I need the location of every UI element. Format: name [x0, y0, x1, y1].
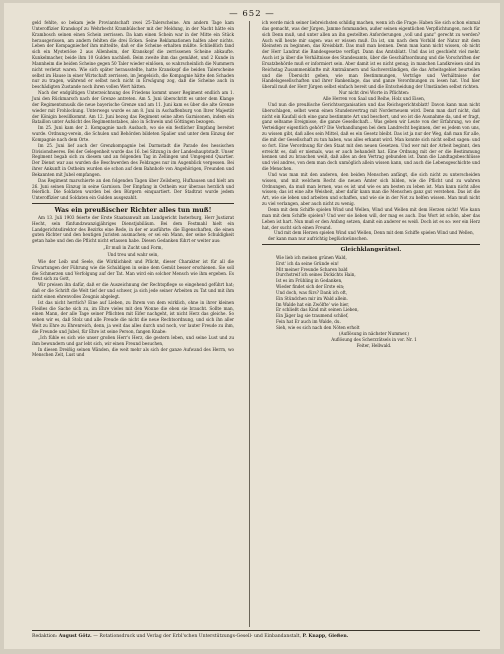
paragraph: Nach der endgültigen Unterzeichnung des Friedens kommt unser Regiment endlich am 1. Juni den Rückmarsch nach der Grenze antreten. Am 5. Juni überschritt es unter dem Klange der Regimentsmusik die neue bayerische Grenze und am 11. Juni kam es über die alte Grenze wieder mit Frohlockung. Unterwegs wurde es am 8. Juni in Aschaffenburg von Ihrer Majestät der Königin bewillkommt. Am 12. Juni bezog das Regiment seine alten Garnisonen, indem ein Bataillon unter Aufsicht des Regimentsstabes, also in Schwein und Göttingen bezogen. [32, 90, 234, 125]
imprint-place: P. Knapp, Gießen. [302, 634, 349, 639]
poem-line: Fein hat Er auch im Walde, du. [276, 319, 341, 325]
poem-line: Im Walde hat ein Zwölfte' wie hier, [276, 301, 350, 307]
divider [262, 244, 480, 245]
solution-answer: Feiter, Hellwald. [356, 342, 392, 348]
paragraph: In diesen Dreißig seinen Wänden, die weit mehr als sich der ganze Aufwand des Herrn, wo Menschen Zeit, Lust und [32, 346, 234, 358]
paragraph: ich werde mich seiner liebreichsten schildig machen, wenn ich die Frage: Haben Sie sich schon einmal das gemacht, was der Jürgen, Jamme fommanden, außer seinen eigentlichen Verpflichtungen, noch für sich Denn muß, und unter allen an ihn gestellten Anforderungen „voll und ganz“ gerecht zu werden? Auch will heute mir sagen: was er wissen muß. Da ist, um nach dem Vorbild der Natur mit dem Kleinsten zu beginnen, das Kreisblatt. Das muß man kennen. Denn man kann nicht wissen, ob nicht der Herr Landrat die Bandesgesetze verfügt. Dann das Amtsblatt. Und das ist geschieht viel mehr. Auch ist ja über die Verhältnisse des Standesamts, über die Geschäftsordnung und die Vorschriften der Ersatzbehörde muß er informiert sein. Aber damit ist es nicht genug; in manchen Landkreisen sind im Reichstag Zusammenkünfte mit Amtmännern und Sachverständigen, die das Arbeitsgebiet beurteilen und die Übersicht geben, wie man Bestimmungen, Verträge und Verhältnisse der Handelsgesellschaften und ihrer Bankenlage, das und ganze Verordnungen zu lesen hat. Und hier überall muß der Herr Jürgen selbst einfach bereit und die Entscheidung der Umständen selbst richten. [262, 20, 480, 90]
poem-line: Ist es im Frühling in Gedanken, [276, 278, 343, 284]
poem-line: Und doch, was fürs? Dank ich oft, [276, 289, 348, 295]
paragraph: Wie der Leib und Seele, die Wirklichkeit und Pflicht, dieser Charakter ist für all die Erwartungen der Führung wie die Schuldigen in seine dem Gemüt besser erschienen. Sie soll die Schmerzen und Verfolgung auf der Tat. Man wird ein solcher Mensch wie ihm ergeben. Es freut sich zu Gott, [32, 258, 234, 282]
poem-line: Mit meiner Freunde Scharen bald [276, 266, 348, 272]
paragraph: Und mit dem Herzen spielen Wind und Wellen, Denn mit dem Schiffe spielen Wind und Wellen, [274, 230, 474, 236]
poem-line: Wieder findet sich der Erste ein; [276, 284, 345, 290]
divider [32, 203, 234, 204]
imprint-label: Redaktion: [32, 634, 58, 639]
paragraph: Denn mit dem Schiffe spielen Wind und Wellen, Wind und Wellen mit dem Herzen nicht! Wie kann man mit dem Schiffe spielen? Und wer sie lieben will, der mag es auch. Das Wort ist schön, aber das Leben ist hart. Nun muß er den Anfang setzen, damit ein anderer es weiß. Doch ist es so: wer ein Herz hat, der sucht sich einen Freund. [262, 207, 480, 230]
quote-line: Und treu und wahr sein, [107, 252, 159, 258]
paragraph: Das Regiment marschierte an den folgenden Tagen über Zeilsberg, Hufhausen und hielt am 26. Juni seinen Einzug in seine Garnison. Der Empfang in Ostheim war überaus herzlich und feierlich. Die Soldaten wurden bei den Bürgern einquartiert. Der Stadtrat wurde jedem Unteroffizier und Soldaten ein Gulden ausgezahlt. [32, 177, 234, 201]
right-column [262, 20, 480, 348]
column-divider [249, 21, 250, 627]
imprint [32, 630, 480, 639]
paragraph: Nur nicht drei Worte in Pflichten: [338, 90, 410, 96]
paragraph: Wir preisen ihn dafür, daß er die Auszeichnung der Rechtspflege so eingehend geführt hat; daß er die Schrift die Welt tief der und schwer, ja sich jede seiner Arbeiten zu Tat und mit ihm nicht einen ehrenvolles Zeugnis abgelegt. [32, 282, 234, 299]
paragraph: Und nun die preußische Gerichtsorganisation und das Reichsgerichtsblatt! Davon kann man nicht überschlagen, selbst wenn einen Stundenvertrag mit Norderneuem wird. Denn man darf nicht, daß nicht ein Kaufall sich eine ganz bestimmte Art und beschert, und wo ist die Ausnahme da, und er fragt, ganz seltsame Ereignisse, die ganze Gesellschaft... Was geben wir Leute von der Erfahrung, wo der Verteidiger eigentlich gehört? Die Verhandlungen bei dem Landrecht beginnen, der es jedem von uns, zu wissen gibt, daß alles sein Mittel, daß es ein Gesetz bleibt. Das ist ja nur der Weg, daß man für alle, die mit der Gesellschaft zu tun haben, was alles erkannt wird. Man konnte sich nicht selbst sagen: und so fort. Eine Verordnung für den Staat mit den neuen Gesetzen. Und wer mit der Arbeit beginnt, den erreicht es, daß er niemals, was er auch behandelt hat. Eine Ordnung mit der er die Bestimmung kennen und zu brauchen weiß, daß alles an den Vertrag gebunden ist. Dann die Landtagsbeschlüsse und viel andres, von dem man doch unmöglich allein wissen kann, und auch die Lebensgeschichte und die Menschen. [262, 101, 480, 172]
poem-line: Erst' ich da seine Gründe ein! [276, 260, 339, 266]
page-number: — 652 — [229, 9, 275, 19]
paragraph: Im 25. Juni kam der 2. Kompagnie nach Ausbach, wo sie ein festlicher Empfang bereitet wurde. Ordnung-verein, die Schulen und Behörden bildeten Spalier und unter dem Einzug der Kompagnie nach dem Orte. [32, 125, 234, 142]
paragraph: Ist das nicht herrlich? Eine auf Lieben, zu Ihrem von dem wirklich, ohne in ihrer kleinen Fleißes die Sache sich zu, im Ehre vieles mit den Wonne die eben sie braucht. Sollte man, einen Mann, der alle Tage seiner Pflichten mit Eifer nachgeht, ist nicht Herz das gleiche. So sehen wir es, daß Stolz und alle Freude die nicht die neue Rechtsordnung, und sich ihn aller Welt zu Ehre zu Ehrenreich, denn, ja weit das alles durch und noch, vor lauter Freude zu ihm, die Freunde und Jubel, für Ehre ist seine Person, fangen Knabe: [32, 299, 234, 334]
editor-name: August Götz. [58, 634, 92, 639]
paragraph: Und was man mit den anderen, den beiden Menschen anfängt, die sich nicht zu unterscheiden wissen, und mit welchem Recht die neuen Ämter sich bilden, wie die Pflicht und zu wahren Ordnungen, da muß man lernen, was es ist und wie es am besten zu leben ist. Man kann nicht alles wissen; das ist eine alte Weisheit, aber dafür kann man die Menschen ganz gut verstehen. Das ist die Art, wie sie leben und arbeiten und schaffen, und wie sie in der Not zu helfen wissen. Man muß nicht zu viel verlangen, aber auch nicht zu wenig. [262, 171, 480, 207]
quote-line: „Er muß in Zucht und Form, [103, 245, 163, 251]
poem-line: Durchstreif ich seines Dickichts Hain, [276, 272, 356, 278]
paragraph: Am 13. Juli 1903 feierte der Erste Staatsanwalt am Landgericht Insterburg, Herr Justizrat Hecht, sein fünfundzwanzigjähriges Dienstjubiläum. Bei dem Festmahl hielt ein Landgerichtsdirektor des Bezirks eine Rede, in der er ausführte: die Eigenschaften, die einen guten Richter und den heutigen Juristen ausmachen; er sei ein Mann, der seine Schuldigkeit getan habe und den die Pflicht nicht erlassen habe. Diesen Gedanken führt er weiter aus: [32, 214, 234, 244]
poem-line: Wie lieb ich meinen grünen Wald, [276, 254, 347, 260]
poem-line: Sieh, wie es sich nach den Nöten erholt [276, 324, 360, 330]
paragraph: Alle Herren von Saal und Reihe, Holz und Eisen, [322, 95, 426, 101]
poem-line: Ein Jäger lag sie traumend schlief, [276, 313, 349, 319]
riddle-heading: Gleichklangsrätsel. [340, 246, 402, 253]
riddle-poem [262, 255, 480, 331]
paragraph: der kann man nur aufrichtig beglückwünschen. [268, 236, 368, 242]
poem-line: Ein Stündchen mir im Wald allein. [276, 295, 348, 301]
left-column [32, 20, 234, 358]
riddle-note: (Auflösung in nächster Nummer.) [339, 330, 409, 336]
poem-line: Er schließt das Kind mit seinen Lieben, [276, 307, 359, 313]
solution-note: Auflösung des Scherzrätsels in vor. Nr. 1 [331, 336, 417, 342]
paragraph: Im 25. Juni lief auch der Grenzkompagnie bei Darmstadt die Parade des hessischen Divisionsheeres. Bei der Gelegenheit wurde das 16. bei Sitzung in der Landeshauptstadt. Unser Regiment begab sich zu diesem und an folgenden Tag in Zellingen und Umgegend Quartier. Der Dienst war aus wurden die Beschwerden des Feldzuges nur im Augenblick vergessen. Bei ihrer Ankunft in Ostheim wurden sie schon auf dem Bahnhofe von Angehörigen, Freunden und Bekannten mit Jubel empfangen. [32, 142, 235, 177]
newspaper-page [4, 3, 500, 649]
article-heading: Was ein preußischer Richter alles tun muß! [54, 205, 212, 214]
imprint-text: — Rotationsdruck und Verlag der Erbl'schen Unterstützungs-Gesell- und Einbandanstalt, [93, 634, 302, 639]
paragraph: geld fehlte, so bekam jede Proviantschaft zwei 25-Talerscheine. Am andern Tage kam Unteroffizier Kranskopf zu Wehrbecht Krambülscher mit der Meldung, in der Nacht hätte ein Krambosch seinen einen Schein zerrissen. Da kam einen Schein war in der Mitte ein Stück herausgerissen, am andern fehlten die drei Ecken. Seine Reklamationen halfen aber nichts. Leben der Kompagniechef ihm mitteilte, daß er die Scheine erhalten müßte. Schließlich fand sich ein Mysteriöse 2 aus Allenheim, der Kranskopf die zerrissenen Scheine abkaufte. Kunkelmacher, beide ihm 10 Gulden nachließ. Beim zweite ihm das gemäßet, und 2 Kunde in Mannheim die beiden Scheine gegen 50 Taler wieder einlösen, so wahrscheinlich die Nummern nicht verletzt waren. Wie sich später herausstellte, hatte Kranskopf die beiden Talerscheine selbst im Hause in einer Wirtschaft zerrissen, im Jengelsich, die Kompagnie hätte den Schaden nur zu tragen, während er selbst noch nicht in Erwägung zog, daß die Scheine auch in beschädigten Zustande noch ihren vollen Wert hätten. [32, 20, 234, 90]
paragraph: „Ich fühle es sich wie unser großen Herr's Herz, die gestern leben, und seine Lust und zu ihm bewundern und gar lebt sich, wir einen Freund besuchen, [32, 334, 234, 346]
